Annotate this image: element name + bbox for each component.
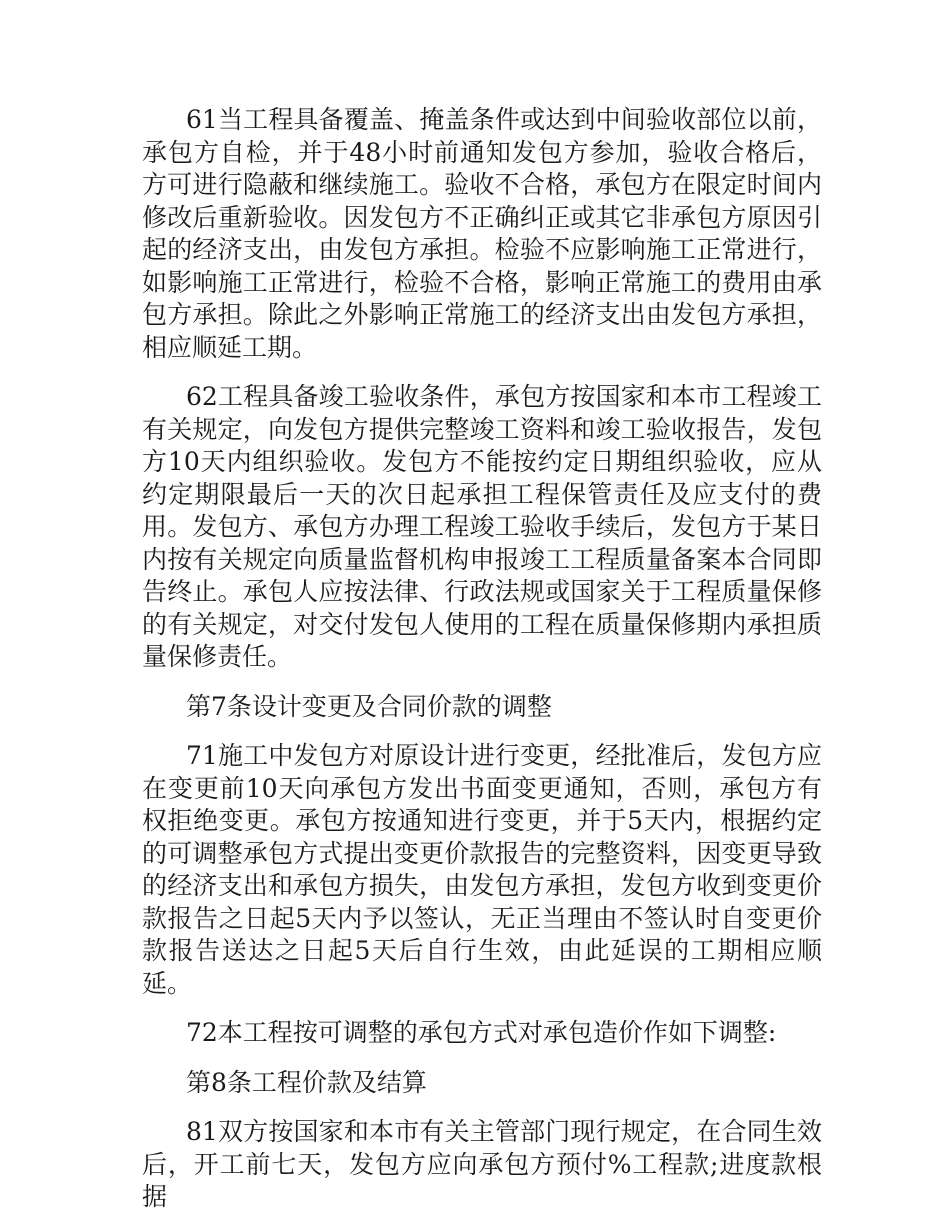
clause-8-1: 81双方按国家和本市有关主管部门现行规定，在合同生效后，开工前七天，发包方应向承包方预付%工程款;进度款根据: [142, 1117, 822, 1211]
document-body: [142, 104, 822, 1231]
clause-6-2: 62工程具备竣工验收条件，承包方按国家和本市工程竣工有关规定，向发包方提供完整竣工资料和竣工验收报告，发包方10天内组织验收。发包方不能按约定日期组织验收，应从约定期限最后一天的次日起承担工程保管责任及应支付的费用。发包方、承包方办理工程竣工验收手续后，发包方于某日内按有关规定向质量监督机构申报竣工工程质量备案本合同即告终止。承包人应按法律、行政法规或国家关于工程质量保修的有关规定，对交付发包人使用的工程在质量保修期内承担质量保修责任。: [142, 382, 822, 671]
article-7-heading: 第7条设计变更及合同价款的调整: [186, 691, 552, 721]
clause-7-2: 72本工程按可调整的承包方式对承包造价作如下调整:: [186, 1018, 777, 1047]
clause-7-1: 71施工中发包方对原设计进行变更，经批准后，发包方应在变更前10天向承包方发出书面变更通知，否则，承包方有权拒绝变更。承包方按通知进行变更，并于5天内，根据约定的可调整承包方式提出变更价款报告的完整资料，因变更导致的经济支出和承包方损失，由发包方承担，发包方收到变更价款报告之日起5天内予以签认，无正当理由不签认时自变更价款报告送达之日起5天后自行生效，由此延误的工期相应顺延。: [142, 741, 822, 998]
clause-6-1: 61当工程具备覆盖、掩盖条件或达到中间验收部位以前，承包方自检，并于48小时前通知发包方参加，验收合格后，方可进行隐蔽和继续施工。验收不合格，承包方在限定时间内修改后重新验收。因发包方不正确纠正或其它非承包方原因引起的经济支出，由发包方承担。检验不应影响施工正常进行，如影响施工正常进行，检验不合格，影响正常施工的费用由承包方承担。除此之外影响正常施工的经济支出由发包方承担，相应顺延工期。: [142, 105, 822, 362]
article-8-heading: 第8条工程价款及结算: [186, 1067, 427, 1097]
